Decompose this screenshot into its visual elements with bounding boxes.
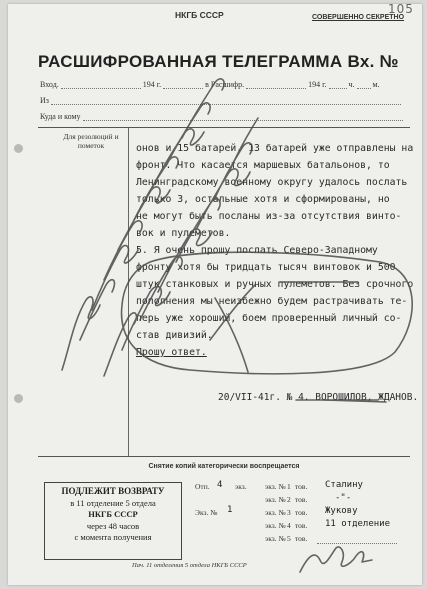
body-line: 5. Я очень прошу послать Северо-Западному: [136, 245, 378, 256]
handwritten-resolution-stroke: [118, 187, 170, 250]
decrypted-label: в Расшифр.: [205, 80, 245, 89]
organization-name: НКГБ СССР: [175, 10, 224, 20]
year-label-2: 194 г.: [308, 80, 327, 89]
to-label: тов.: [295, 482, 308, 491]
recipient-name: Сталину: [325, 480, 363, 490]
return-notice-line: с момента получения: [74, 532, 152, 542]
document-title: РАСШИФРОВАННАЯ ТЕЛЕГРАММА Вх. №: [38, 52, 399, 71]
printed-value: 4: [217, 480, 223, 490]
cross-mark: [215, 298, 248, 372]
recipient-name: Жукову: [325, 506, 358, 516]
body-line-request: Прошу ответ.: [136, 347, 207, 358]
body-line: штук станковых и ручных пулеметов. Без срочного: [136, 279, 414, 290]
circle-mark: [122, 252, 413, 374]
copies-label: экз.: [235, 482, 247, 491]
page-number: 105: [388, 2, 414, 16]
copy-number: 1: [287, 482, 291, 491]
body-line: онов и 15 батарей. 13 батарей уже отправлены на: [136, 143, 414, 154]
body-line: только 3, остальные хотя и сформированы, но: [136, 194, 390, 205]
copy-number-label: Экз. №: [195, 508, 218, 517]
from-label: Из: [40, 96, 49, 105]
body-line: пополнения мы неизбежно будем растрачивать те-: [136, 296, 408, 307]
printer-line: Пач. 11 отделения 5 отдела НКГБ СССР: [132, 562, 247, 569]
recipient-name: 11 отделение: [325, 519, 391, 529]
handwritten-resolution-stroke: [214, 143, 252, 200]
copy-prefix: экз. №: [265, 521, 286, 530]
no-copy-warning: Снятие копий категорически воспрещается: [148, 463, 300, 470]
body-line: вок и пулеметов.: [136, 228, 231, 239]
classification-stamp: СОВЕРШЕННО СЕКРЕТНО: [312, 14, 405, 21]
return-notice-line: в 11 отделение 5 отдела: [70, 497, 156, 508]
return-notice-line: через 48 часов: [86, 520, 140, 531]
handwritten-resolution-stroke: [150, 129, 204, 192]
body-line: фронт. Что касается маршевых батальонов, то: [136, 160, 390, 171]
minute-label: м.: [372, 80, 380, 89]
copy-number: 3: [287, 508, 291, 517]
copy-prefix: экз. №: [265, 482, 286, 491]
year-label: 194 г.: [142, 80, 162, 89]
handwritten-resolution-stroke: [230, 118, 258, 170]
body-line: став дивизий.: [136, 330, 213, 341]
copy-number: 2: [287, 495, 291, 504]
to-label: тов.: [295, 534, 308, 543]
body-line: перь уже хороший, боем проверенный личный со-: [136, 313, 402, 324]
handwritten-resolution-stroke: [196, 169, 250, 230]
return-notice-head: ПОДЛЕЖИТ ВОЗВРАТУ: [61, 486, 165, 496]
copy-number: 5: [287, 534, 291, 543]
printed-label: Отп.: [195, 482, 210, 491]
to-label: тов.: [295, 508, 308, 517]
body-line: Ленинградскому военному округу удалось послать: [136, 177, 408, 188]
hour-label: ч.: [348, 80, 355, 89]
return-notice-line: НКГБ СССР: [88, 509, 138, 519]
body-line: не могут быть посланы из-за отсутствия винто-: [136, 211, 402, 222]
handwritten-signature: [300, 547, 372, 572]
body-line: фронту хотя бы тридцать тысяч винтовок и 500: [136, 262, 396, 273]
copy-prefix: экз. №: [265, 534, 286, 543]
copy-number: 4: [287, 521, 291, 530]
copy-prefix: экз. №: [265, 495, 286, 504]
received-label: Вход.: [40, 80, 59, 89]
margin-note-label: Для резолюций и пометок: [63, 132, 119, 150]
signature-line: 20/VII-41г. № 4. ВОРОШИЛОВ, ЖДАНОВ.: [218, 392, 419, 403]
to-label: Куда и кому: [40, 112, 81, 121]
to-label: тов.: [295, 521, 308, 530]
copy-number-value: 1: [227, 505, 233, 515]
handwritten-resolution-stroke: [134, 157, 178, 220]
recipient-name: -"-: [335, 493, 352, 503]
copy-prefix: экз. №: [265, 508, 286, 517]
to-label: тов.: [295, 495, 308, 504]
handwritten-resolution-stroke: [158, 229, 212, 292]
